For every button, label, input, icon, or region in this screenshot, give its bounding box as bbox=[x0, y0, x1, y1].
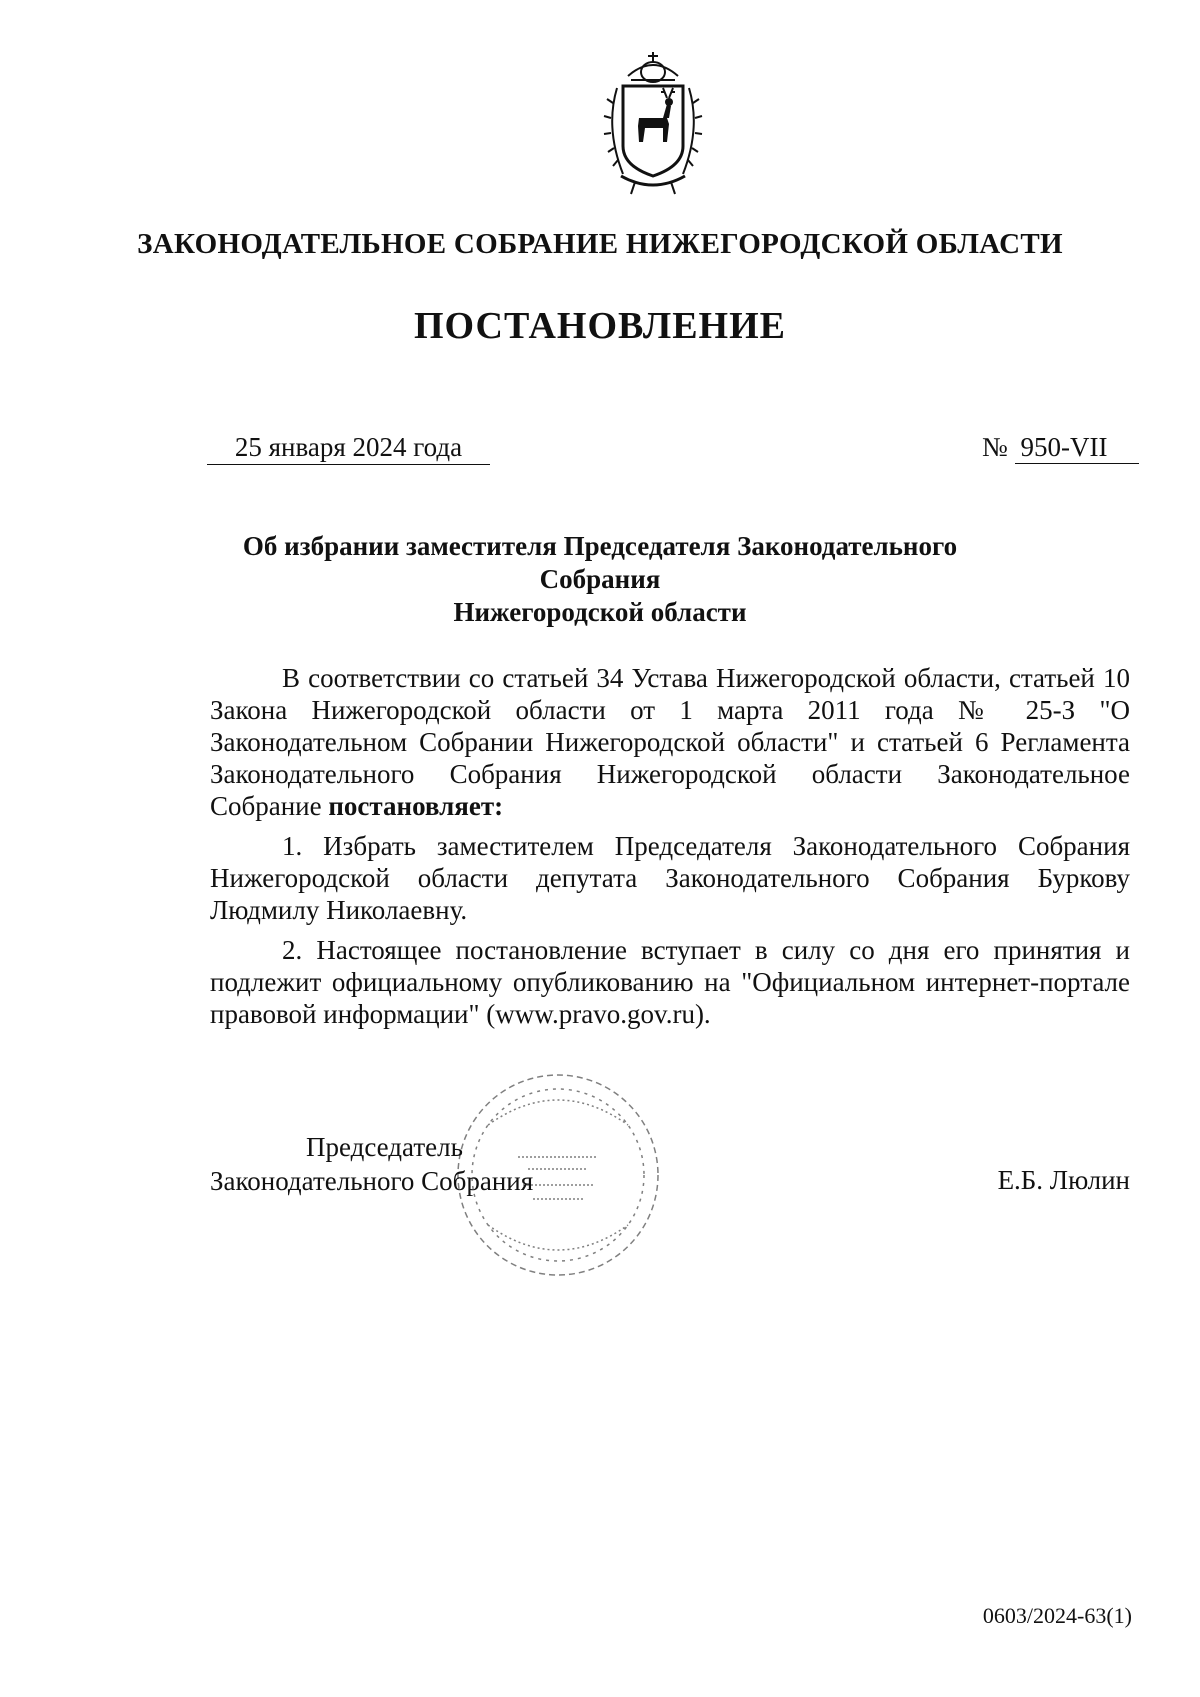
document-number bbox=[982, 432, 1139, 464]
signatory-title-line-1: Председатель bbox=[306, 1132, 463, 1162]
preamble-text: В соответствии со статьей 34 Устава Нижегородской области, статьей 10 Закона Нижегородской области от 1 марта 2011 года № 25-З "О Законодательном Собрании Нижегородской области" и статьей 6 Регламента Законодательного Собрания Нижегородской области Законодательное Собрание bbox=[210, 663, 1130, 821]
item-2-paragraph: 2. Настоящее постановление вступает в силу со дня его принятия и подлежит официальному опубликованию на "Официальном интернет-портале правовой информации" (www.pravo.gov.ru). bbox=[210, 935, 1130, 1029]
number-value: 950-VII bbox=[1015, 432, 1139, 464]
signatory-title bbox=[210, 1130, 533, 1198]
decree-word: постановляет: bbox=[328, 791, 504, 821]
document-body bbox=[210, 662, 1130, 1038]
document-type-heading: ПОСТАНОВЛЕНИЕ bbox=[413, 305, 787, 347]
signatory-name: Е.Б. Люлин bbox=[997, 1165, 1130, 1195]
document-subject bbox=[180, 530, 1020, 629]
subject-line-2: Нижегородской области bbox=[453, 597, 747, 627]
subject-line-1: Об избрании заместителя Председателя Законодательного Собрания bbox=[242, 531, 958, 594]
preamble-paragraph bbox=[210, 662, 1130, 822]
coat-of-arms-icon bbox=[583, 48, 723, 198]
organization-title: ЗАКОНОДАТЕЛЬНОЕ СОБРАНИЕ НИЖЕГОРОДСКОЙ ОБЛАСТИ bbox=[137, 228, 1063, 260]
footer-registration-code: 0603/2024-63(1) bbox=[982, 1603, 1132, 1628]
document-date: 25 января 2024 года bbox=[207, 432, 490, 465]
item-1-paragraph: 1. Избрать заместителем Председателя Законодательного Собрания Нижегородской области депутата Законодательного Собрания Буркову Людмилу Николаевну. bbox=[210, 831, 1130, 925]
signatory-title-line-2: Законодательного Собрания bbox=[210, 1166, 534, 1196]
number-prefix: № bbox=[982, 432, 1008, 462]
